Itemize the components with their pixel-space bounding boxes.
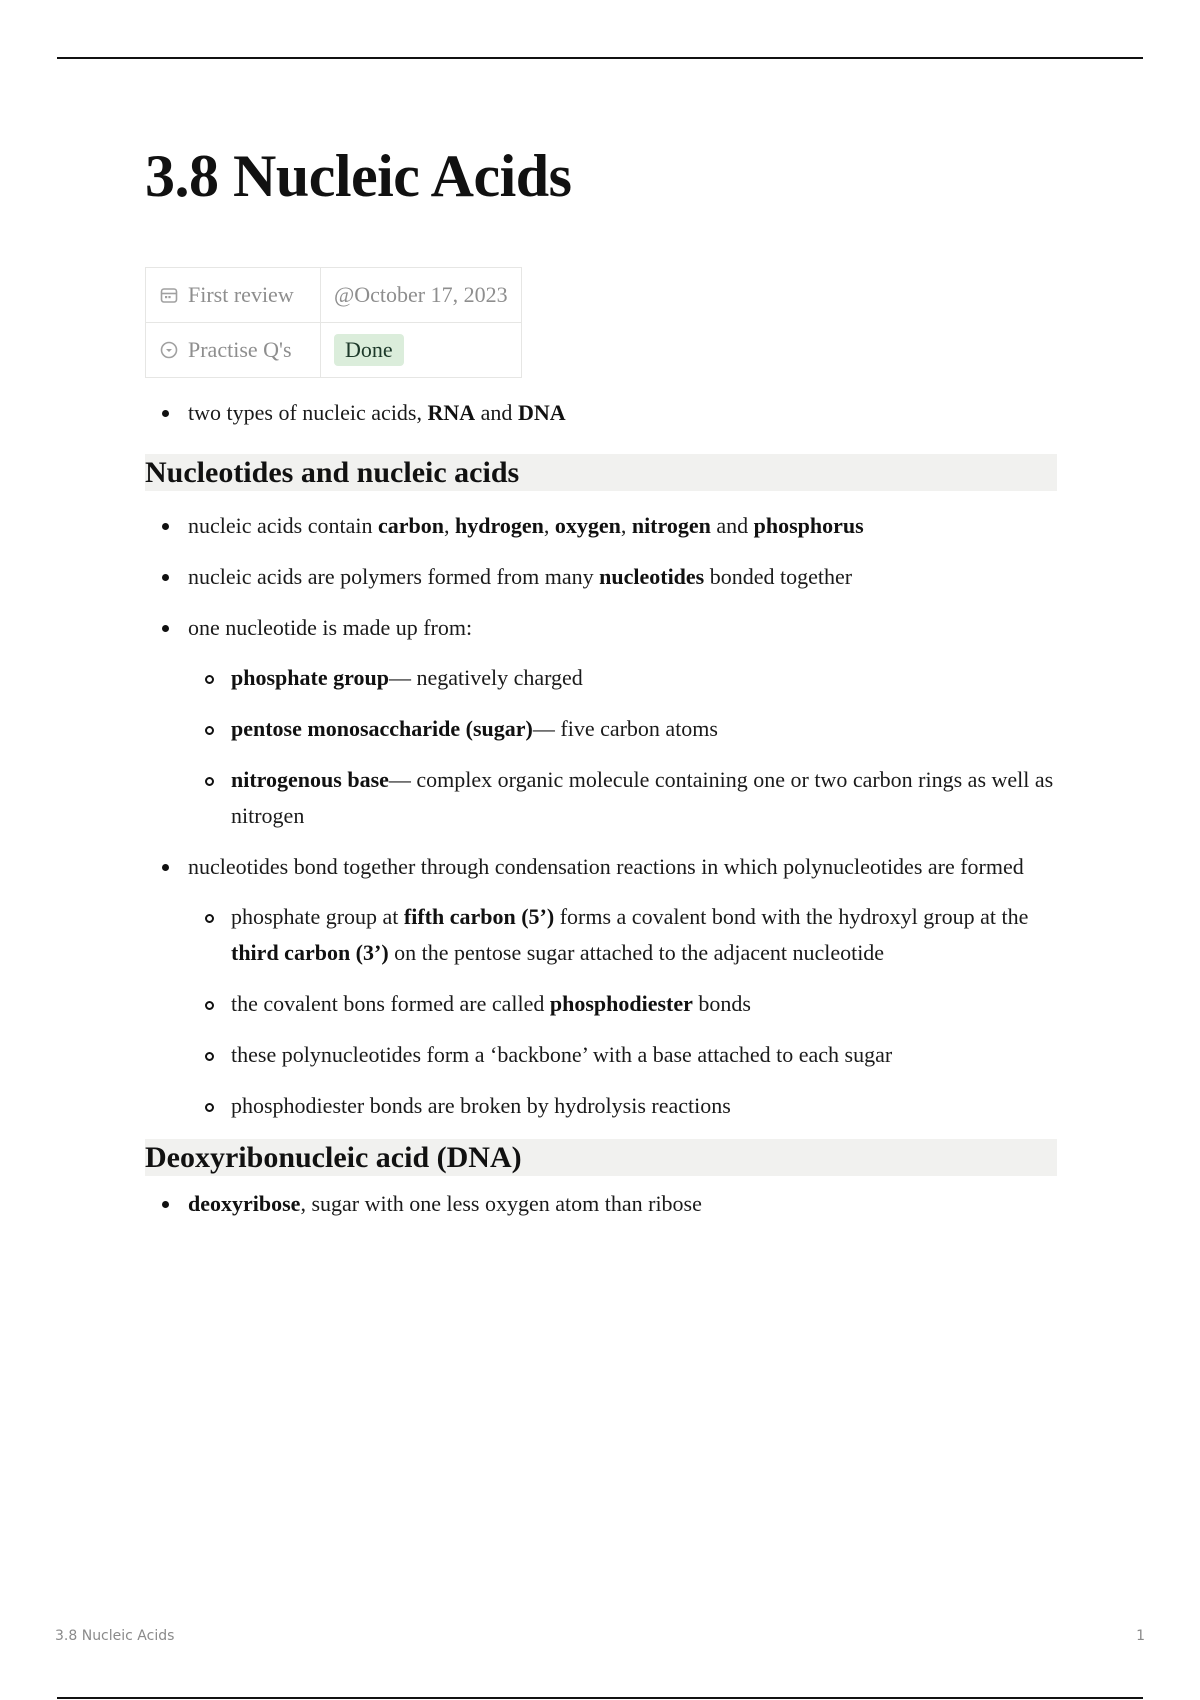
page-title: 3.8 Nucleic Acids	[145, 143, 572, 209]
nested-list-item: pentose monosaccharide (sugar)— five carbon atoms	[188, 711, 1057, 747]
calendar-icon	[159, 285, 179, 305]
bold-term: third carbon (3’)	[231, 940, 389, 965]
bold-term: phosphorus	[753, 513, 864, 538]
property-key-label: First review	[188, 282, 294, 307]
top-rule	[57, 57, 1143, 59]
property-key-label: Practise Q's	[188, 337, 292, 362]
list-item	[145, 610, 1057, 834]
bold-term: pentose monosaccharide (sugar)	[231, 716, 533, 741]
page-content	[145, 395, 1057, 1237]
nested-list-item: phosphodiester bonds are broken by hydrolysis reactions	[188, 1088, 1057, 1124]
list-item	[145, 508, 1057, 544]
properties-table	[145, 267, 522, 378]
list-item-text: nucleic acids contain carbon, hydrogen, oxygen, nitrogen and phosphorus	[188, 513, 864, 538]
status-badge[interactable]: Done	[334, 334, 404, 366]
bold-term: fifth carbon (5’)	[403, 904, 555, 929]
nested-list	[188, 899, 1057, 1124]
property-value-date[interactable]: @October 17, 2023	[321, 268, 522, 323]
intro-list	[145, 395, 1057, 431]
property-value-status[interactable]	[321, 323, 522, 378]
nucleotides-list	[145, 508, 1057, 1124]
nested-list-item: phosphate group at fifth carbon (5’) forms a covalent bond with the hydroxyl group at the third carbon (3’) on the pentose sugar attached to the adjacent nucleotide	[188, 899, 1057, 971]
list-item-text: nucleotides bond together through condensation reactions in which polynucleotides are formed	[188, 854, 1024, 879]
nested-list	[188, 660, 1057, 834]
status-icon	[159, 340, 179, 360]
list-item	[145, 1186, 1057, 1222]
bold-term: nitrogen	[631, 513, 711, 538]
page-number: 1	[1136, 1628, 1145, 1644]
list-item-text: nucleic acids are polymers formed from many nucleotides bonded together	[188, 564, 853, 589]
bold-term: hydrogen	[454, 513, 544, 538]
list-item-text: one nucleotide is made up from:	[188, 615, 473, 640]
bold-term: phosphodiester	[549, 991, 693, 1016]
bold-term: nitrogenous base	[231, 767, 389, 792]
bold-term: deoxyribose	[188, 1191, 301, 1216]
bold-term: oxygen	[554, 513, 621, 538]
list-item: two types of nucleic acids, RNA and DNA	[145, 395, 1057, 431]
nested-list-item: nitrogenous base— complex organic molecule containing one or two carbon rings as well as nitrogen	[188, 762, 1057, 834]
bold-term: nucleotides	[599, 564, 705, 589]
bold-term: phosphate group	[231, 665, 389, 690]
bold-term: DNA	[517, 400, 566, 425]
section-heading-nucleotides: Nucleotides and nucleic acids	[145, 454, 1057, 491]
list-item	[145, 849, 1057, 1124]
dna-list	[145, 1186, 1057, 1222]
section-heading-dna: Deoxyribonucleic acid (DNA)	[145, 1139, 1057, 1176]
nested-list-item: phosphate group— negatively charged	[188, 660, 1057, 696]
property-key	[146, 323, 321, 378]
nested-list-item: the covalent bons formed are called phosphodiester bonds	[188, 986, 1057, 1022]
bottom-rule	[57, 1697, 1143, 1699]
nested-list-item: these polynucleotides form a ‘backbone’ with a base attached to each sugar	[188, 1037, 1057, 1073]
property-row-first-review	[146, 268, 522, 323]
footer-doc-title: 3.8 Nucleic Acids	[55, 1628, 175, 1644]
property-key	[146, 268, 321, 323]
bold-term: RNA	[427, 400, 476, 425]
list-item	[145, 559, 1057, 595]
bold-term: carbon	[377, 513, 444, 538]
property-row-practise-qs	[146, 323, 522, 378]
list-item-text: deoxyribose, sugar with one less oxygen atom than ribose	[188, 1191, 702, 1216]
